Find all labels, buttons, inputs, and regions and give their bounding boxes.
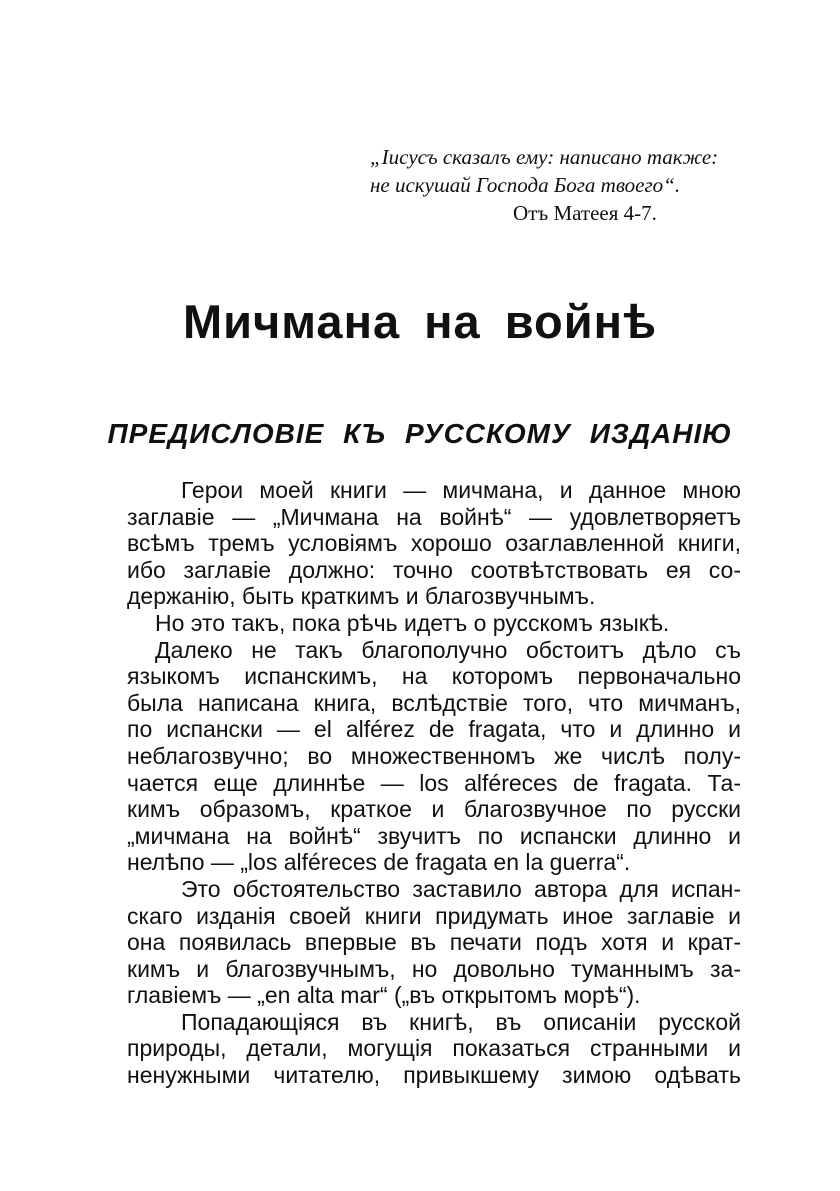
epigraph-line: не искушай Господа Бога твоего“. bbox=[370, 173, 681, 197]
epigraph-line: „Іисусъ сказалъ ему: написано также: bbox=[370, 145, 719, 169]
text-line: была написана книга, вслѣдствіе того, что мичманъ, bbox=[127, 689, 741, 716]
section-heading: ПРЕДИСЛОВІЕ КЪ РУССКОМУ ИЗДАНІЮ bbox=[107, 418, 733, 449]
text-line: „мичмана на войнѣ“ звучитъ по испански длинно и bbox=[127, 822, 741, 849]
text-line: Герои моей книги — мичмана, и данное мною bbox=[181, 477, 741, 503]
text-line: неблагозвучно; во множественномъ же числѣ полу- bbox=[127, 742, 741, 769]
text-line: природы, детали, могущія показаться странными и bbox=[127, 1035, 741, 1062]
text-line: языкомъ испанскимъ, на которомъ первоначально bbox=[127, 663, 741, 690]
epigraph-reference: Отъ Матеея 4-7. bbox=[513, 201, 657, 225]
text-line: кимъ и благозвучнымъ, но довольно туманнымъ за- bbox=[127, 955, 741, 982]
text-line: Но это такъ, пока рѣчь идетъ о русскомъ языкѣ. bbox=[155, 609, 670, 636]
text-line: заглавіе — „Мичмана на войнѣ“ — удовлетворяетъ bbox=[127, 503, 741, 530]
body-text bbox=[127, 477, 741, 1089]
text-line: ибо заглавіе должно: точно соотвѣтствовать ея со- bbox=[127, 556, 741, 583]
text-line: главіемъ — „en alta mar“ („въ открытомъ морѣ“). bbox=[127, 982, 641, 1009]
text-line: по испански — el alférez de fragata, что и длинно и bbox=[127, 716, 741, 743]
text-line: нелѣпо — „los alféreces de fragata en la guerra“. bbox=[127, 849, 631, 876]
text-line: Это обстоятельство заставило автора для испан- bbox=[181, 875, 741, 902]
text-line: всѣмъ тремъ условіямъ хорошо озаглавленной книги, bbox=[127, 530, 741, 557]
page-title: Мичмана на войнѣ bbox=[182, 295, 658, 348]
text-line: ненужными читателю, привыкшему зимою одѣвать bbox=[127, 1062, 741, 1089]
text-line: чается еще длиннѣе — los alféreces de fragata. Та- bbox=[127, 769, 741, 796]
text-line: Далеко не такъ благополучно обстоитъ дѣло съ bbox=[155, 636, 741, 663]
text-line: держанію, быть краткимъ и благозвучнымъ. bbox=[127, 583, 596, 610]
epigraph bbox=[370, 143, 760, 227]
text-line: она появилась впервые въ печати подъ хотя и крат- bbox=[127, 929, 741, 956]
text-line: кимъ образомъ, краткое и благозвучное по русски bbox=[127, 796, 741, 823]
text-line: скаго изданія своей книги придумать иное заглавіе и bbox=[127, 902, 741, 929]
text-line: Попадающіяся въ книгѣ, въ описаніи русской bbox=[181, 1008, 741, 1035]
